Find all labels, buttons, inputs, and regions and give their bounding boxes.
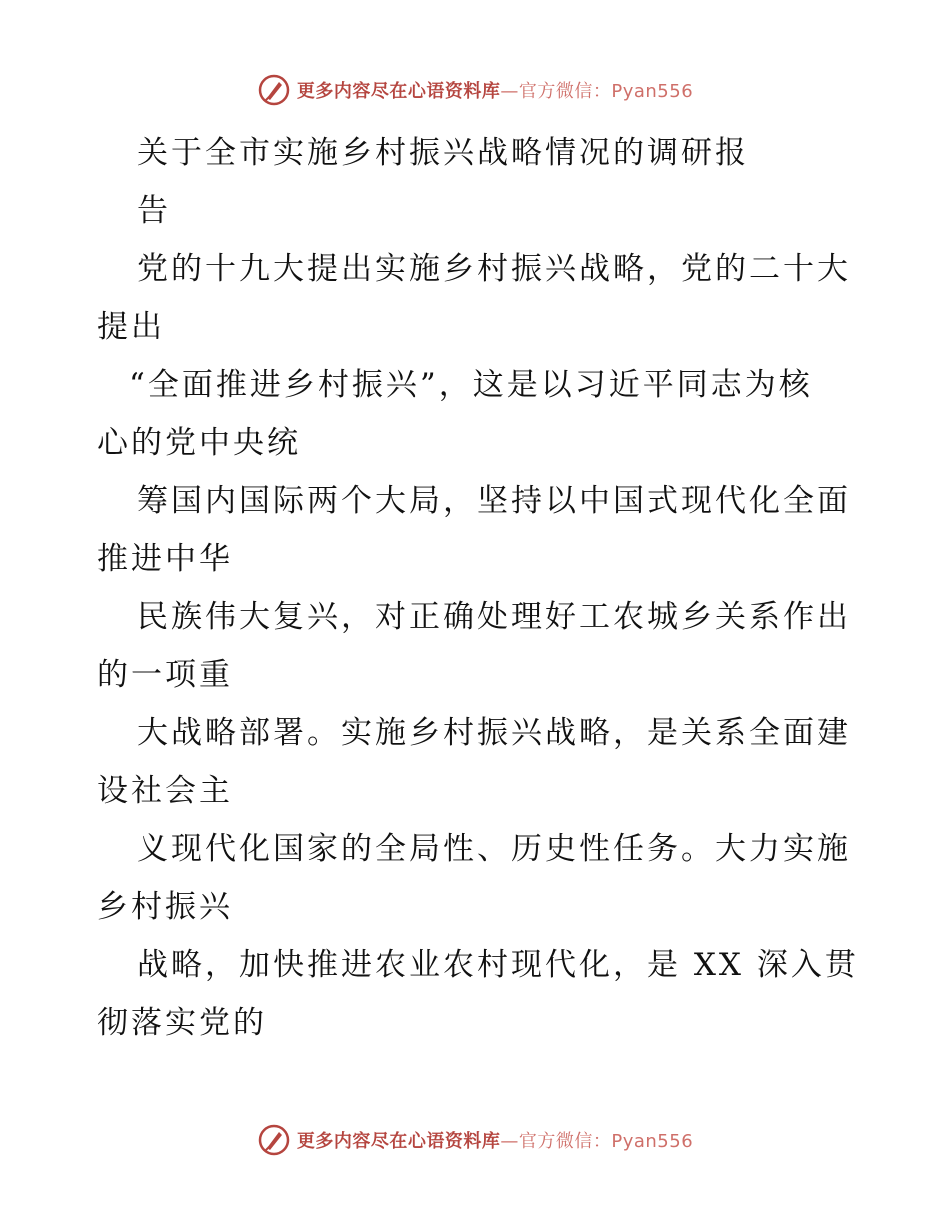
watermark-promo-text: 更多内容尽在心语资料库 (296, 1131, 501, 1152)
document-title-line: 关于全市实施乡村振兴战略情况的调研报 (137, 135, 749, 171)
paragraph-line: 大战略部署。实施乡村振兴战略，是关系全面建 (137, 715, 851, 751)
header-watermark (0, 68, 950, 112)
paragraph-line: 筹国内国际两个大局，坚持以中国式现代化全面 (137, 483, 851, 519)
paragraph-line: 心的党中央统 (97, 425, 301, 461)
paragraph-line: 义现代化国家的全局性、历史性任务。大力实施 (137, 831, 851, 867)
document-body (97, 124, 857, 1052)
quill-pen-icon (257, 1123, 291, 1157)
paragraph-line: 设社会主 (97, 773, 233, 809)
paragraph-line: 民族伟大复兴，对正确处理好工农城乡关系作出 (137, 599, 851, 635)
paragraph-line: 党的十九大提出实施乡村振兴战略，党的二十大 (137, 251, 851, 287)
paragraph-line: 乡村振兴 (97, 889, 233, 925)
paragraph-line: 的一项重 (97, 657, 233, 693)
paragraph-line: 推进中华 (97, 541, 233, 577)
document-title-line: 告 (137, 193, 171, 229)
watermark-promo-text: 更多内容尽在心语资料库 (296, 81, 501, 102)
paragraph-line: 提出 (97, 309, 165, 345)
watermark-contact-text: —官方微信：Pyan556 (500, 1131, 694, 1152)
paragraph-line: 彻落实党的 (97, 1005, 267, 1041)
quill-pen-icon (257, 73, 291, 107)
paragraph-line: “全面推进乡村振兴”，这是以习近平同志为核 (129, 367, 813, 403)
footer-watermark (0, 1118, 950, 1162)
paragraph-line: 战略，加快推进农业农村现代化，是 XX 深入贯 (137, 947, 859, 983)
watermark-contact-text: —官方微信：Pyan556 (500, 81, 694, 102)
